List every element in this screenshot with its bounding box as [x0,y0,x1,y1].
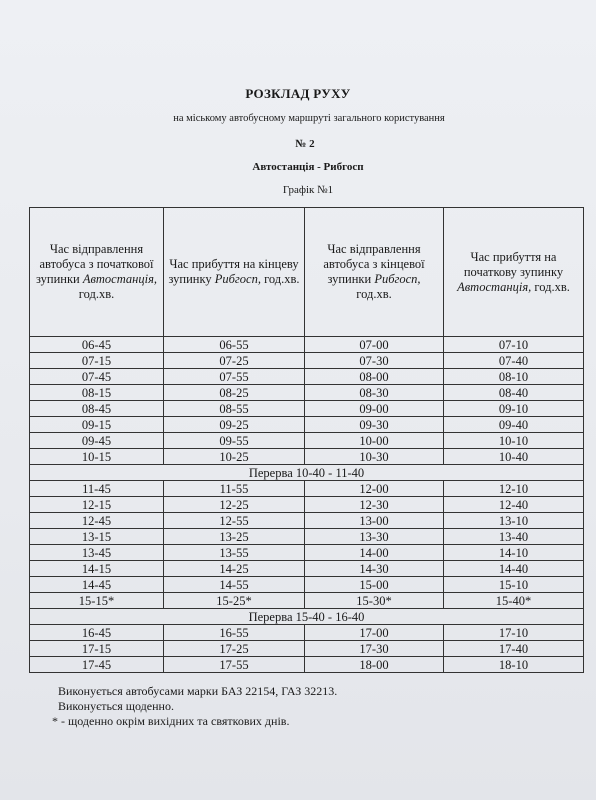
break-row [30,609,584,625]
time-cell: 07-15 [30,353,164,369]
table-row [30,369,584,385]
time-cell: 07-25 [164,353,305,369]
time-cell: 12-40 [444,497,584,513]
table-row [30,497,584,513]
time-cell: 15-30* [305,593,444,609]
time-cell: 08-25 [164,385,305,401]
time-cell: 18-00 [305,657,444,673]
header-place: Автостанція, [82,272,158,286]
time-cell: 17-40 [444,641,584,657]
time-cell: 17-10 [444,625,584,641]
timetable-container [29,207,583,673]
timetable-body [30,337,584,673]
time-cell: 07-45 [30,369,164,385]
time-cell: 08-15 [30,385,164,401]
header-text: Час відправлення автобуса з кінцевої зупинки [323,242,425,286]
time-cell: 13-55 [164,545,305,561]
break-row [30,465,584,481]
table-row [30,577,584,593]
table-row [30,657,584,673]
header-arrival-start [444,208,584,337]
time-cell: 12-55 [164,513,305,529]
table-row [30,385,584,401]
time-cell: 09-55 [164,433,305,449]
time-cell: 08-30 [305,385,444,401]
time-cell: 08-55 [164,401,305,417]
time-cell: 13-25 [164,529,305,545]
time-cell: 13-30 [305,529,444,545]
header-unit: год.хв. [78,287,115,301]
schedule-label: Графік №1 [282,184,334,196]
time-cell: 12-10 [444,481,584,497]
table-row [30,401,584,417]
time-cell: 12-30 [305,497,444,513]
time-cell: 13-15 [30,529,164,545]
note-daily: Виконується щоденно. [58,699,174,713]
header-departure-start [30,208,164,337]
time-cell: 10-10 [444,433,584,449]
time-cell: 06-55 [164,337,305,353]
document-title: РОЗКЛАД РУХУ [245,86,351,101]
table-row [30,481,584,497]
time-cell: 15-00 [305,577,444,593]
table-row [30,545,584,561]
note-asterisk: * - щоденно окрім вихідних та святкових днів. [52,714,290,728]
document-subtitle: на міському автобусному маршруті загального користування [173,113,445,124]
time-cell: 10-25 [164,449,305,465]
header-text: Час відправлення автобуса з початкової зупинки [35,242,154,286]
time-cell: 09-15 [30,417,164,433]
table-row [30,641,584,657]
time-cell: 09-45 [30,433,164,449]
time-cell: 11-55 [164,481,305,497]
header-unit: год.хв. [356,287,392,301]
table-row [30,449,584,465]
time-cell: 17-25 [164,641,305,657]
timetable-header-row [30,208,584,337]
header-arrival-end [164,208,305,337]
time-cell: 17-15 [30,641,164,657]
time-cell: 17-00 [305,625,444,641]
time-cell: 13-40 [444,529,584,545]
time-cell: 10-15 [30,449,164,465]
time-cell: 06-45 [30,337,164,353]
table-row [30,529,584,545]
time-cell: 16-45 [30,625,164,641]
time-cell: 07-10 [444,337,584,353]
break-cell: Перерва 15-40 - 16-40 [30,609,584,625]
time-cell: 12-45 [30,513,164,529]
time-cell: 15-25* [164,593,305,609]
header-unit: год.хв. [260,272,300,286]
time-cell: 13-45 [30,545,164,561]
header-place: Рибгосп, [374,272,421,286]
header-unit: год.хв. [531,279,570,294]
time-cell: 14-55 [164,577,305,593]
time-cell: 15-10 [444,577,584,593]
time-cell: 18-10 [444,657,584,673]
route-name: Автостанція - Рибгосп [252,161,364,173]
time-cell: 11-45 [30,481,164,497]
time-cell: 14-00 [305,545,444,561]
table-row [30,593,584,609]
time-cell: 09-30 [305,417,444,433]
time-cell: 16-55 [164,625,305,641]
time-cell: 10-40 [444,449,584,465]
time-cell: 14-25 [164,561,305,577]
note-buses: Виконується автобусами марки БАЗ 22154, ГАЗ 32213. [58,684,338,698]
time-cell: 09-00 [305,401,444,417]
header-place: Автостанція, [457,279,532,294]
time-cell: 14-40 [444,561,584,577]
time-cell: 10-00 [305,433,444,449]
time-cell: 14-15 [30,561,164,577]
time-cell: 14-45 [30,577,164,593]
time-cell: 13-10 [444,513,584,529]
route-number: № 2 [295,138,315,150]
time-cell: 10-30 [305,449,444,465]
time-cell: 17-45 [30,657,164,673]
time-cell: 15-40* [444,593,584,609]
time-cell: 14-30 [305,561,444,577]
time-cell: 09-40 [444,417,584,433]
table-row [30,337,584,353]
time-cell: 08-45 [30,401,164,417]
time-cell: 07-00 [305,337,444,353]
time-cell: 07-55 [164,369,305,385]
time-cell: 09-25 [164,417,305,433]
time-cell: 14-10 [444,545,584,561]
table-row [30,561,584,577]
table-row [30,433,584,449]
time-cell: 08-40 [444,385,584,401]
time-cell: 15-15* [30,593,164,609]
timetable [29,207,584,673]
header-place: Рибгосп, [214,272,261,286]
table-row [30,417,584,433]
time-cell: 17-55 [164,657,305,673]
header-text: Час прибуття на початкову зупинку [463,249,564,279]
time-cell: 12-15 [30,497,164,513]
time-cell: 12-00 [305,481,444,497]
time-cell: 12-25 [164,497,305,513]
notes [52,684,338,729]
break-cell: Перерва 10-40 - 11-40 [30,465,584,481]
table-row [30,513,584,529]
time-cell: 17-30 [305,641,444,657]
time-cell: 08-00 [305,369,444,385]
table-row [30,625,584,641]
time-cell: 07-30 [305,353,444,369]
time-cell: 09-10 [444,401,584,417]
header-departure-end [305,208,444,337]
header-text: Час прибуття на кінцеву зупинку [168,257,299,286]
time-cell: 07-40 [444,353,584,369]
time-cell: 08-10 [444,369,584,385]
table-row [30,353,584,369]
time-cell: 13-00 [305,513,444,529]
